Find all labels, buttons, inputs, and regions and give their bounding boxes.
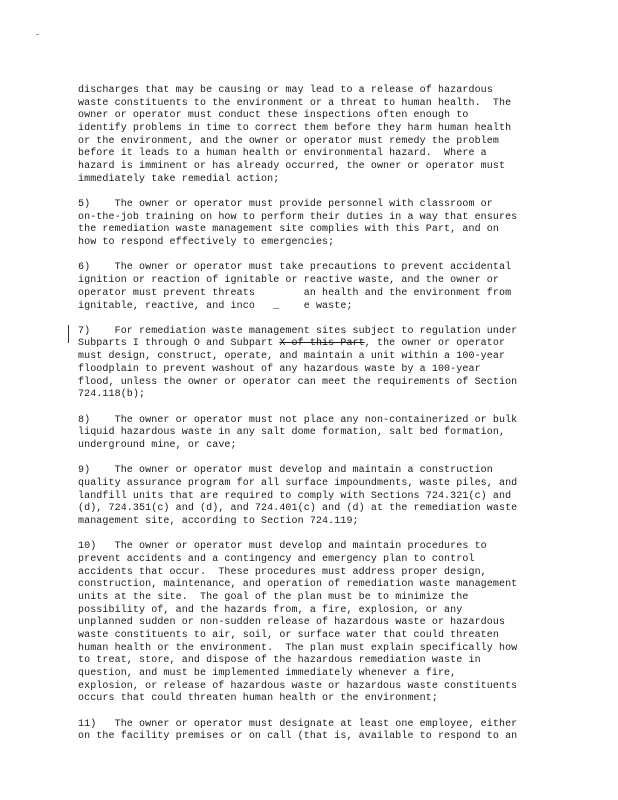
paragraph-item-10	[78, 541, 548, 706]
struck-text: X of this Part	[279, 338, 365, 350]
text-line: ignitable, reactive, and inco _ e waste;	[78, 300, 353, 312]
paragraph-item-5	[78, 199, 548, 250]
text-line: underground mine, or cave;	[78, 439, 237, 451]
text-line: 724.118(b);	[78, 389, 146, 401]
text-line: before it leads to a human health or environmental hazard. Where a	[78, 148, 487, 160]
text-line: operator must prevent threats an health and the environment from	[78, 287, 512, 299]
text-line: 5) The owner or operator must provide personnel with classroom or	[78, 199, 493, 211]
text-line: landfill units that are required to comply with Sections 724.321(c) and	[78, 490, 512, 502]
text-line: identify problems in time to correct them before they harm human health	[78, 123, 512, 135]
text-line: management site, according to Section 724.119;	[78, 515, 359, 527]
text-line: explosion, or release of hazardous waste or hazardous waste constituents	[78, 680, 518, 692]
text-line: prevent accidents and a contingency and emergency plan to control	[78, 553, 475, 565]
text-line: discharges that may be causing or may lead to a release of hazardous	[78, 85, 493, 96]
text-line: 7) For remediation waste management sites subject to regulation under	[78, 325, 518, 337]
text-line: waste constituents to the environment or a threat to human health. The	[78, 97, 512, 109]
text-line: quality assurance program for all surface impoundments, waste piles, and	[78, 477, 518, 489]
text-line-with-strikethrough: Subparts I through O and Subpart X of this Part, the owner or operator	[78, 338, 506, 350]
text-line: liquid hazardous waste in any salt dome formation, salt bed formation,	[78, 427, 506, 439]
paragraph-item-9	[78, 465, 548, 528]
text-line: owner or operator must conduct these inspections often enough to	[78, 110, 469, 122]
text-line: ignition or reaction of ignitable or reactive waste, and the owner or	[78, 275, 499, 287]
paragraph-item-8	[78, 415, 548, 453]
text-line: the remediation waste management site complies with this Part, and on	[78, 224, 499, 236]
paragraph-item-7	[78, 326, 548, 402]
scan-speck	[36, 34, 39, 35]
text-line: unplanned sudden or non-sudden release of hazardous waste or hazardous	[78, 617, 506, 629]
text-line: waste constituents to air, soil, or surface water that could threaten	[78, 630, 499, 641]
text-line: 8) The owner or operator must not place any non-containerized or bulk	[78, 414, 518, 426]
paragraph-item-6	[78, 262, 548, 313]
text-line: 9) The owner or operator must develop and maintain a construction	[78, 465, 493, 477]
text-line: immediately take remedial action;	[78, 173, 280, 185]
paragraph-intro	[78, 85, 548, 187]
text-line: possibility of, and the hazards from, a fire, explosion, or any	[78, 604, 463, 616]
text-line: 10) The owner or operator must develop and maintain procedures to	[78, 541, 487, 553]
text-line: accidents that occur. These procedures must address proper design,	[78, 566, 487, 578]
text-line: (d), 724.351(c) and (d), and 724.401(c) and (d) at the remediation waste	[78, 503, 518, 515]
document-body	[78, 85, 548, 757]
text-line: occurs that could threaten human health or the environment;	[78, 693, 438, 705]
revision-change-bar	[68, 325, 69, 343]
text-line: must design, construct, operate, and maintain a unit within a 100-year	[78, 351, 506, 363]
text-line: units at the site. The goal of the plan must be to minimize the	[78, 591, 469, 603]
text-line: question, and must be implemented immediately whenever a fire,	[78, 668, 457, 680]
text-line: on the facility premises or on call (that is, available to respond to an	[78, 731, 518, 743]
text-line: flood, unless the owner or operator can meet the requirements of Section	[78, 376, 518, 388]
text-line: floodplain to prevent washout of any hazardous waste by a 100-year	[78, 363, 481, 375]
text-line: how to respond effectively to emergencies;	[78, 237, 335, 249]
text-line: to treat, store, and dispose of the hazardous remediation waste in	[78, 655, 481, 667]
text-line: hazard is imminent or has already occurred, the owner or operator must	[78, 161, 506, 173]
text-line: human health or the environment. The plan must explain specifically how	[78, 642, 518, 654]
text-line: construction, maintenance, and operation of remediation waste management	[78, 579, 518, 591]
text-line: on-the-job training on how to perform their duties in a way that ensures	[78, 211, 518, 223]
text-line: 6) The owner or operator must take precautions to prevent accidental	[78, 262, 512, 274]
text-line: or the environment, and the owner or operator must remedy the problem	[78, 135, 499, 147]
paragraph-item-11	[78, 719, 548, 744]
text-line: 11) The owner or operator must designate at least one employee, either	[78, 718, 518, 730]
